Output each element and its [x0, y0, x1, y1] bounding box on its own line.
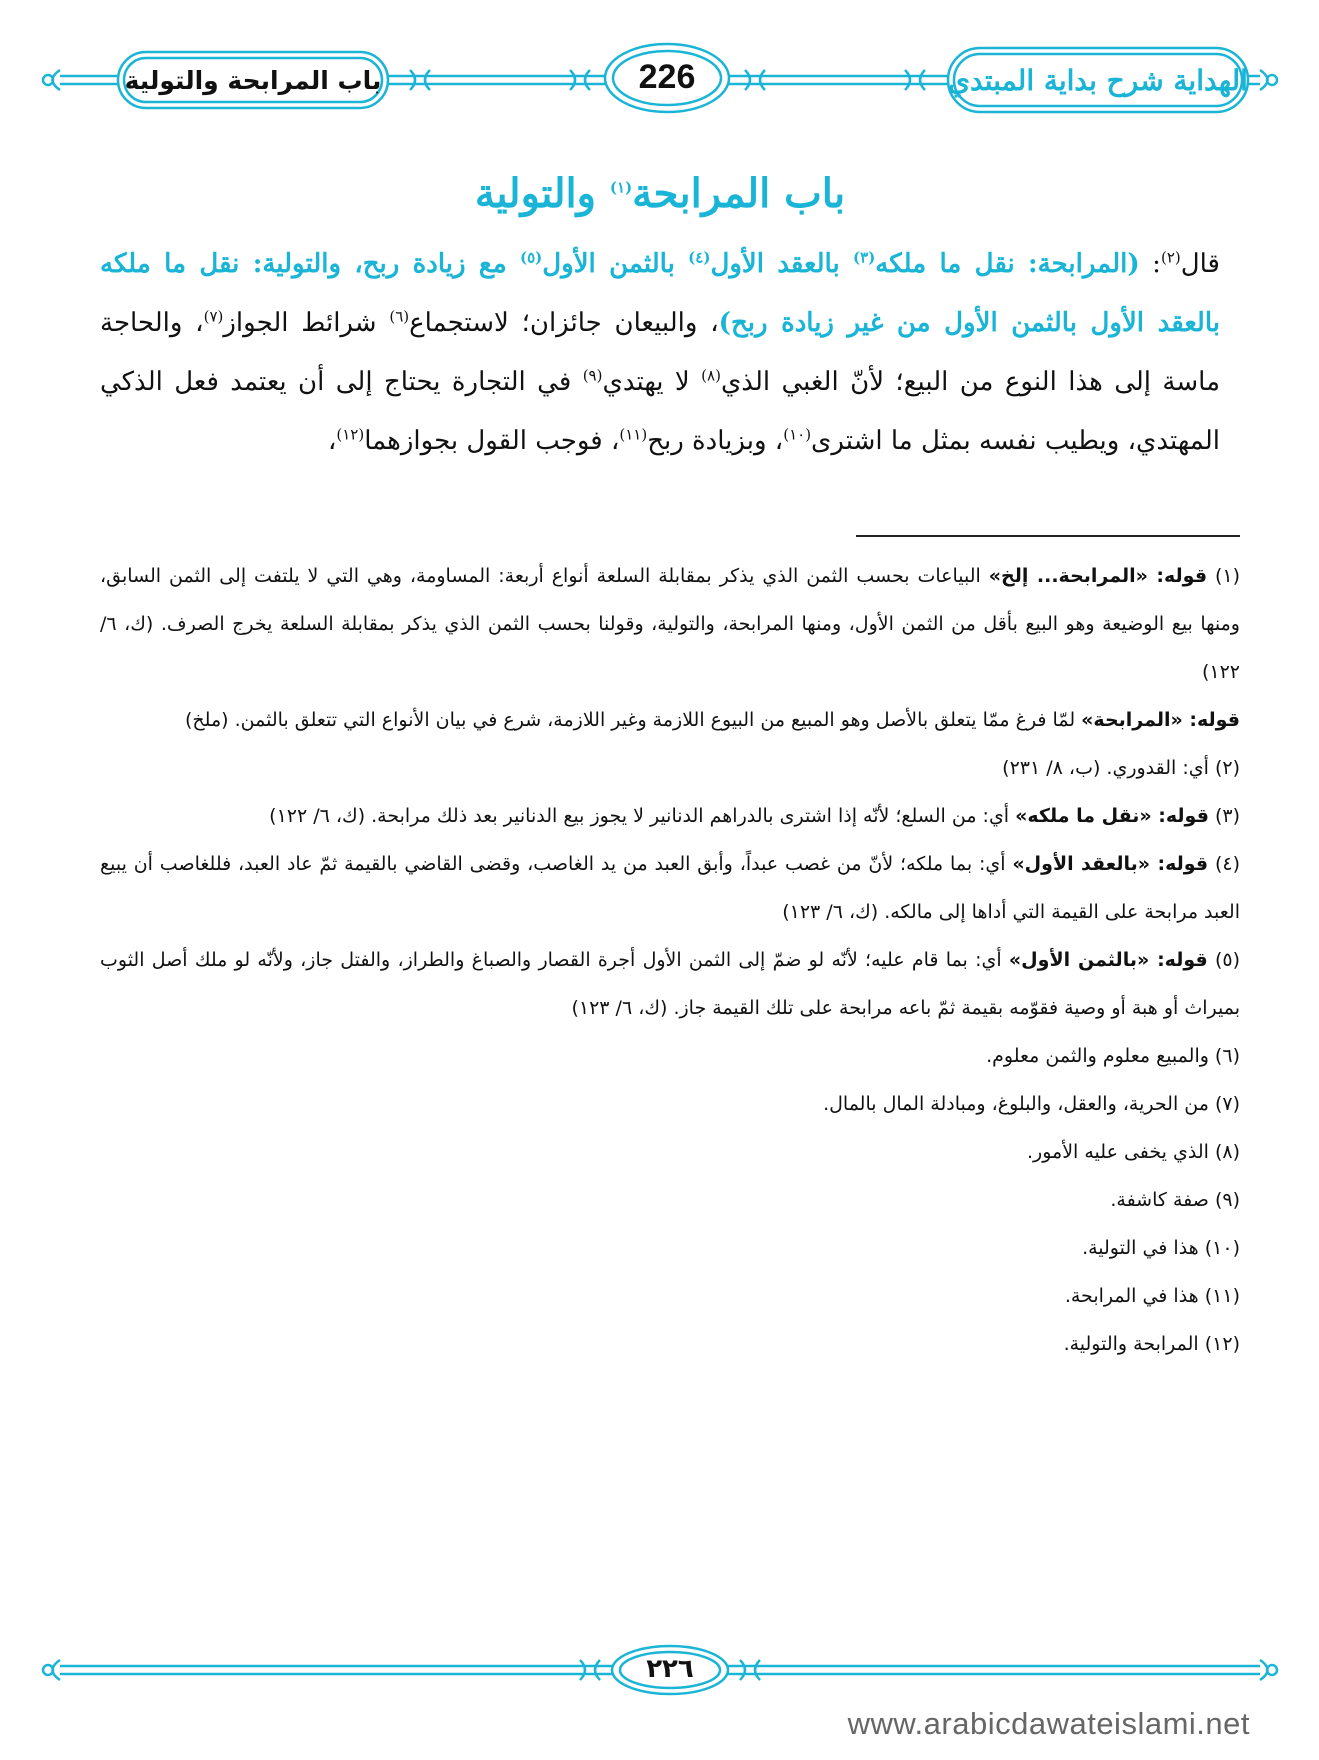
heading-text: باب المرابحة: [632, 170, 846, 217]
footnote-ref-9: (٩): [582, 366, 603, 385]
chapter-title-header: باب المرابحة والتولية: [124, 65, 382, 95]
footnote-ref-8: (٨): [701, 366, 721, 385]
footnote-11: (١١) هذا في المرابحة.: [1064, 1285, 1240, 1307]
footnote-divider: [856, 535, 1240, 537]
footer-page-number: ٢٢٦: [646, 1654, 694, 1684]
commentary-segment-6: ، وبزيادة ربح: [647, 426, 784, 456]
heading-text-2: والتولية: [474, 170, 610, 217]
commentary-segment-8: ،: [327, 426, 337, 456]
footnote-text: أي: من السلع؛ لأنّه إذا اشترى بالدراهم الدنانير لا يجوز بيع الدنانير بعد ذلك مرابحة. (ك، ٦/ ١٢٢): [269, 805, 1016, 827]
footnote-lemma: قوله: «المرابحة... إلخ»: [988, 565, 1208, 587]
commentary-segment-4: لا يهتدي: [602, 367, 702, 397]
footnote-7: (٧) من الحرية، والعقل، والبلوغ، ومبادلة المال بالمال.: [823, 1093, 1240, 1115]
footnote-ref-11: (١١): [619, 425, 648, 444]
footnote-lemma: قوله: «بالعقد الأول»: [1012, 853, 1209, 875]
footnote-number: (٣): [1208, 805, 1240, 827]
qaal-word: قال: [1180, 249, 1220, 279]
footnote-ref-5: (٥): [519, 248, 543, 267]
footnote-ref-10: (١٠): [783, 425, 812, 444]
footnote-2: (٢) أي: القدوري. (ب، ٨/ ٢٣١): [1002, 757, 1240, 779]
header-page-number: 226: [638, 57, 696, 96]
footnote-lemma: قوله: «بالثمن الأول»: [1008, 949, 1208, 971]
footnote-10: (١٠) هذا في التولية.: [1082, 1237, 1240, 1259]
footnote-5: [100, 936, 1240, 1032]
page-footer: [0, 1640, 1319, 1700]
commentary-segment-1: ، والبيعان جائزان؛ لاستجماع: [409, 308, 719, 338]
footnote-3: [100, 792, 1240, 840]
footnote-number: (١): [1207, 565, 1241, 587]
matn-segment-2: بالعقد الأول: [710, 249, 854, 279]
footnote-lemma: قوله: «نقل ما ملكه»: [1015, 805, 1209, 827]
footnote-text: لمّا فرغ ممّا يتعلق بالأصل وهو المبيع من البيوع اللازمة وغير اللازمة، شرع في بيان الأنواع التي تتعلق بالثمن. (ملخ): [185, 709, 1082, 731]
footnote-lemma: قوله: «المرابحة»: [1081, 709, 1240, 731]
footnote-text: أي: بما قام عليه؛ لأنّه لو ضمّ إلى الثمن الأول أجرة القصار والصباغ والطراز، والفتل جاز، ولأنّه لو ملك أصل الثوب بميراث أو هبة أو وصية فقوّمه بقيمة ثمّ باعه مرابحة على تلك القيمة جاز. (ك، ٦/ ١٢٣): [100, 949, 1240, 1019]
matn-segment-4: مع زيادة ربح، والتولية: نقل ما ملكه بالعقد الأول بالثمن الأول من غير زيادة ربح): [100, 249, 1221, 338]
footnote-1: [100, 552, 1240, 696]
page-header: [0, 0, 1319, 160]
commentary-segment-3: ، والحاجة ماسة إلى هذا النوع من البيع؛ لأنّ الغبي الذي: [100, 308, 1220, 397]
commentary-segment-2: شرائط الجواز: [223, 308, 390, 338]
footnote-ref-2: (٢): [1160, 248, 1181, 267]
footnote-8: (٨) الذي يخفى عليه الأمور.: [1027, 1141, 1240, 1163]
footnote-ref-4: (٤): [688, 248, 711, 267]
chapter-heading: [100, 170, 1220, 217]
footnote-ref-3: (٣): [853, 248, 876, 267]
matn-segment-1: (المرابحة: نقل ما ملكه: [875, 249, 1140, 279]
footnote-6: (٦) والمبيع معلوم والثمن معلوم.: [986, 1045, 1240, 1067]
footnotes: [100, 552, 1240, 1368]
commentary-segment-7: ، فوجب القول بجوازهما: [364, 426, 620, 456]
footnote-ref-1: (١): [609, 178, 633, 197]
commentary-segment-5: في التجارة يحتاج إلى أن يعتمد فعل الذكي المهتدي، ويطيب نفسه بمثل ما اشترى: [100, 367, 1220, 456]
footnote-text: أي: بما ملكه؛ لأنّ من غصب عبداً، وأبق العبد من يد الغاصب، وقضى القاضي بالقيمة ثمّ عاد العبد، فللغاصب أن يبيع العبد مرابحة على القيمة التي أداها إلى مالكه. (ك، ٦/ ١٢٣): [100, 853, 1240, 923]
book-title: الهداية شرح بداية المبتدي: [948, 63, 1248, 97]
matn-segment-3: بالثمن الأول: [542, 249, 689, 279]
footnote-4: [100, 840, 1240, 936]
footnote-12: (١٢) المرابحة والتولية.: [1063, 1333, 1240, 1355]
footnote-1b: [100, 696, 1240, 744]
footnote-ref-7: (٧): [203, 307, 224, 326]
website-watermark: www.arabicdawateislami.net: [847, 1706, 1250, 1741]
colon: :: [1139, 249, 1161, 279]
footnote-number: (٤): [1208, 853, 1241, 875]
main-content: [100, 170, 1220, 471]
footnote-ref-6: (٦): [389, 307, 410, 326]
footnote-text: البياعات بحسب الثمن الذي يذكر بمقابلة السلعة أنواع أربعة: المساومة، وهي التي لا يلتفت إلى الثمن السابق، ومنها بيع الوضيعة وهو البيع بأقل من الثمن الأول، ومنها المرابحة، والتولية، وقولنا بحسب الثمن الذي يذكر بمقابلة السلعة يخرج الصرف. (ك، ٦/ ١٢٢): [100, 565, 1240, 683]
footnote-ref-12: (١٢): [336, 425, 365, 444]
footnote-9: (٩) صفة كاشفة.: [1110, 1189, 1240, 1211]
main-paragraph: [100, 235, 1220, 471]
footnote-number: (٥): [1207, 949, 1240, 971]
